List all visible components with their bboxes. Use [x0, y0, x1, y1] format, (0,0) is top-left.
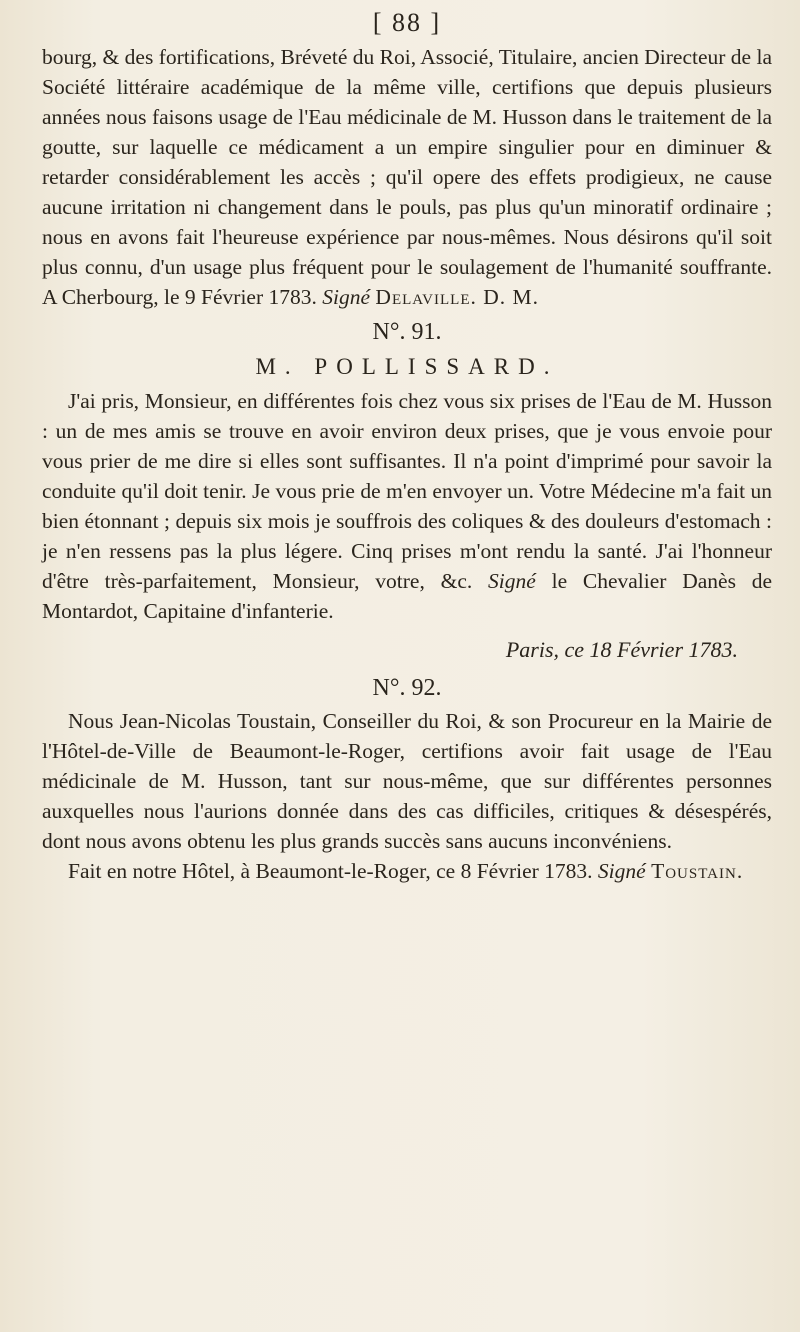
testimonial-90-continuation	[42, 42, 772, 312]
signature-label: Signé	[322, 285, 371, 309]
entry-number-92: N°. 92.	[372, 675, 442, 701]
entry-title-91: M. POLLISSARD.	[255, 354, 559, 379]
signature-label: Signé	[488, 569, 536, 593]
closing-text: Fait en notre Hôtel, à Beaumont-le-Roger, ce 8 Février 1783.	[68, 859, 593, 883]
letter-91	[42, 386, 772, 626]
certificate-92-closing	[42, 856, 772, 886]
signature-label: Signé	[597, 859, 646, 883]
entry-number-91: N°. 91.	[372, 319, 442, 345]
dateline: Paris, ce 18 Février 1783.	[505, 637, 738, 662]
letter-91-text: J'ai pris, Monsieur, en différentes fois chez vous six prises de l'Eau de M. Husson : un de mes amis se trouve en avoir environ deux prises, que je vous envoie pour vous prier de me dire si elles sont suffisantes. Il n'a point d'imprimé pour savoir la conduite qu'il doit tenir. Je vous prie de m'en envoyer un. Votre Médecine m'a fait un bien étonnant ; depuis six mois je souffrois des coliques & des douleurs d'estomach : je n'en ressens pas la plus légere. Cinq prises m'ont rendu la santé. J'ai l'honneur d'être très-parfaitement, Monsieur, votre, &c.	[42, 389, 772, 593]
signature-name: Toustain.	[651, 859, 744, 883]
signature-name: Delaville. D. M.	[375, 285, 540, 309]
page-number: [ 88 ]	[372, 8, 442, 37]
certificate-92: Nous Jean-Nicolas Toustain, Conseiller du Roi, & son Procureur en la Mairie de l'Hôtel-de-Ville de Beaumont-le-Roger, certifions avoir fait usage de l'Eau médicinale de M. Husson, tant sur nous-même, que sur différentes personnes auxquelles nous l'aurions donnée dans des cas difficiles, critiques & désespérés, dont nous avons obtenu les plus grands succès sans aucuns inconvéniens.	[42, 709, 772, 853]
signature-name: le Chevalier Danès de Montardot, Capitaine d'infanterie.	[42, 569, 773, 623]
testimonial-90-text: bourg, & des fortifications, Bréveté du Roi, Associé, Titulaire, ancien Directeur de la Société littéraire académique de la même ville, certifions que depuis plusieurs années nous faisons usage de l'Eau médicinale de M. Husson dans le traitement de la goutte, sur laquelle ce médicament a un empire singulier pour en diminuer & retarder considérablement les accès ; qu'il opere des effets prodigieux, ne cause aucune irritation ni changement dans le pouls, pas plus qu'un minoratif ordinaire ; nous en avons fait l'heureuse expérience par nous-mêmes. Nous désirons qu'il soit plus connu, d'un usage plus fréquent pour le soulagement de l'humanité souffrante. A Cherbourg, le 9 Février 1783.	[42, 45, 772, 309]
